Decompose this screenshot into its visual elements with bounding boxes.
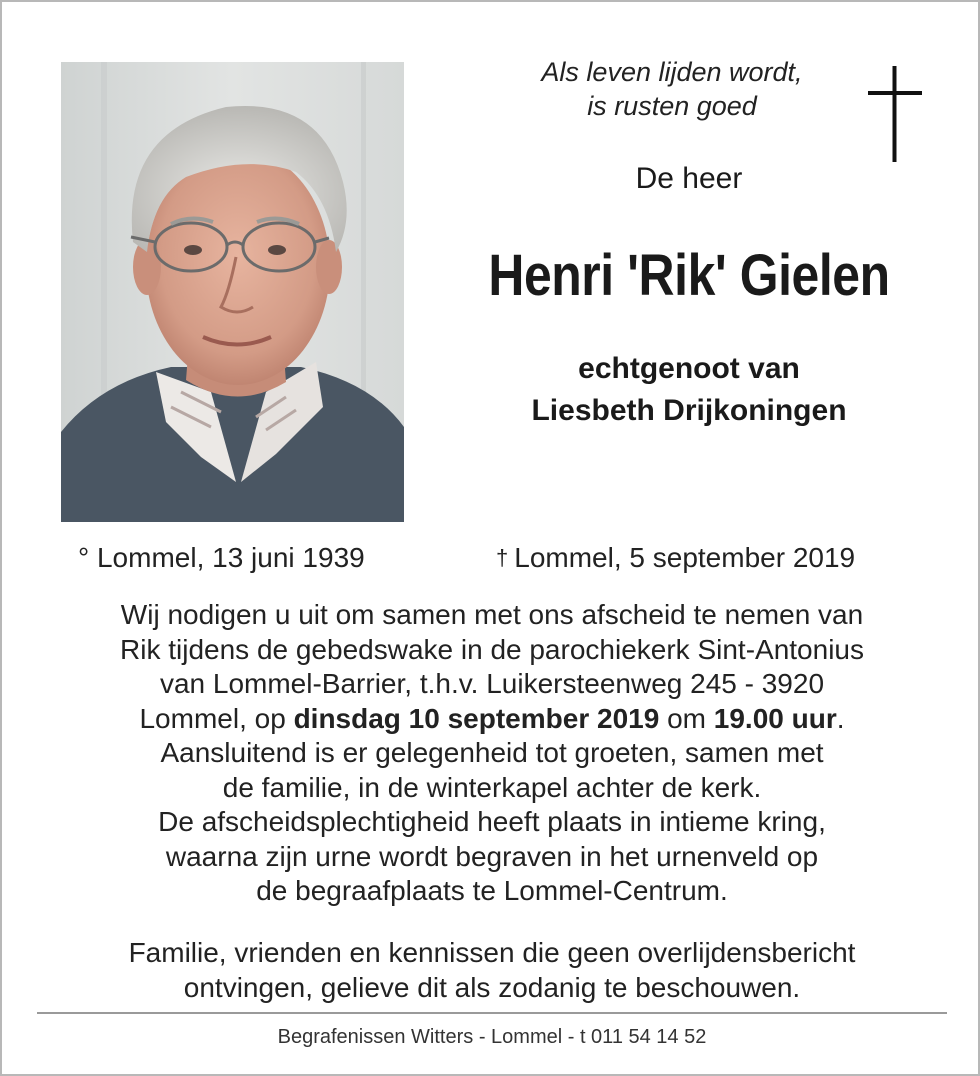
motto-line-2: is rusten goed xyxy=(587,91,757,121)
invitation-line: Rik tijdens de gebedswake in de parochiekerk Sint-Antonius xyxy=(120,633,864,665)
invitation-line: De afscheidsplechtigheid heeft plaats in intieme kring, xyxy=(158,806,826,837)
invitation-line: de begraafplaats te Lommel-Centrum. xyxy=(256,875,728,906)
text-segment: om xyxy=(659,702,714,734)
invitation-line: waarna zijn urne wordt begraven in het urnenveld op xyxy=(165,840,819,872)
invitation-text xyxy=(42,598,942,909)
closing-line: Familie, vrienden en kennissen die geen overlijdensbericht xyxy=(128,937,856,968)
invitation-line: van Lommel-Barrier, t.h.v. Luikersteenweg 245 - 3920 xyxy=(159,668,825,699)
relation-label: echtgenoot van xyxy=(578,352,800,385)
death-date: Lommel, 5 september 2019 xyxy=(514,542,856,573)
invitation-line xyxy=(42,702,942,737)
invitation-line: de familie, in de winterkapel achter de kerk. xyxy=(222,771,762,803)
dagger-icon: † xyxy=(496,545,509,570)
spouse-name: Liesbeth Drijkoningen xyxy=(531,394,847,427)
death-info xyxy=(496,542,855,574)
closing-line: ontvingen, gelieve dit als zodanig te beschouwen. xyxy=(183,971,801,1003)
invitation-line: Aansluitend is er gelegenheid tot groeten, samen met xyxy=(160,737,824,768)
text-segment: . xyxy=(836,702,845,734)
birth-info xyxy=(78,542,365,574)
portrait-photo xyxy=(61,62,404,522)
motto xyxy=(472,55,872,123)
portrait-illustration xyxy=(61,62,404,522)
motto-line-1: Als leven lijden wordt, xyxy=(541,57,803,87)
funeral-home-footer: Begrafenissen Witters - Lommel - t 011 54 14 52 xyxy=(277,1026,707,1048)
invitation-line: Wij nodigen u uit om samen met ons afscheid te nemen van xyxy=(120,599,864,630)
ceremony-date: dinsdag 10 september 2019 xyxy=(293,702,660,734)
latin-cross-icon xyxy=(866,66,926,162)
closing-text xyxy=(42,936,942,1005)
divider xyxy=(37,1012,947,1014)
deceased-name: Henri 'Rik' Gielen xyxy=(488,243,890,308)
birth-date: Lommel, 13 juni 1939 xyxy=(96,542,365,573)
ceremony-time: 19.00 uur xyxy=(713,702,837,734)
birth-symbol: ° xyxy=(78,542,90,573)
text-segment: Lommel, op xyxy=(139,702,294,734)
honorific: De heer xyxy=(635,162,743,195)
